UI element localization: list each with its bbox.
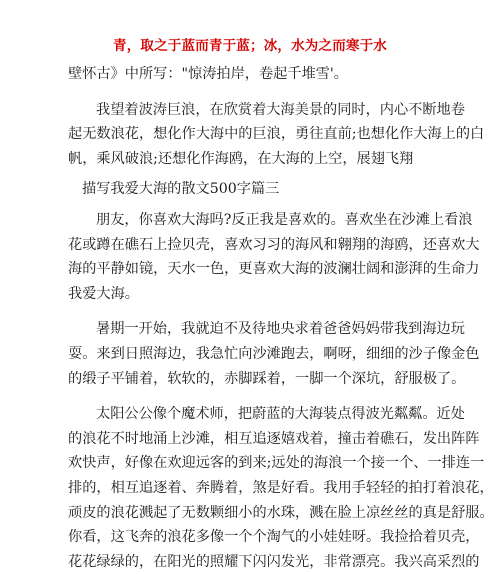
- paragraph: [68, 402, 494, 574]
- text-line: 我爱大海。: [68, 285, 139, 302]
- text-line: 你看，这飞奔的浪花多像一个个淘气的小娃娃呀。我捡拾着贝壳，: [68, 529, 480, 546]
- paragraph: [68, 62, 430, 87]
- text-line: 描写我爱大海的散文500字篇三: [82, 181, 280, 198]
- text-line: 壁怀古》中所写："惊涛拍岸，卷起千堆雪'。: [68, 66, 348, 82]
- text-line: 花花绿绿的，在阳光的照耀下闪闪发光，非常漂亮。我兴高采烈的: [68, 553, 480, 570]
- text-line: 的缎子平铺着，软软的，赤脚踩着，一脚一个深坑，舒服极了。: [68, 370, 466, 387]
- text-line: 排的，相互追逐着、奔腾着，煞是好看。我用手轻轻的拍打着浪花，: [68, 479, 494, 496]
- text-line: 耍。来到日照海边，我急忙向沙滩跑去，啊呀，细细的沙子像金色: [68, 345, 480, 362]
- text-line: 海的平静如镜，天水一色，更喜欢大海的波澜壮阔和澎湃的生命力: [68, 261, 480, 278]
- text-line: 太阳公公像个魔术师，把蔚蓝的大海装点得波光粼粼。近处: [96, 406, 465, 423]
- text-line: 起无数浪花，想化作大海中的巨浪，勇往直前;也想化作大海上的白: [68, 126, 485, 143]
- section-heading: [68, 177, 430, 202]
- text-line: 朋友，你喜欢大海吗?反正我是喜欢的。喜欢坐在沙滩上看浪: [96, 211, 473, 228]
- text-line: 帆，乘风破浪;还想化作海鸥，在大海的上空，展翅飞翔: [68, 150, 414, 167]
- text-line: 的浪花不时地涌上沙滩，相互追逐嬉戏着，撞击着礁石，发出阵阵: [68, 430, 480, 447]
- text-line: 花或蹲在礁石上捡贝壳，喜欢习习的海风和翱翔的海鸥，还喜欢大: [68, 236, 480, 253]
- paragraph: [68, 208, 480, 306]
- text-line: 我望着波涛巨浪，在欣赏着大海美景的同时，内心不断地卷: [96, 101, 465, 118]
- document-body: [68, 62, 494, 574]
- paragraph: [68, 98, 485, 172]
- page-header-title: 青，取之于蓝而青于蓝；冰，水为之而寒于水: [113, 38, 387, 54]
- paragraph: [68, 317, 480, 391]
- text-line: 暑期一开始，我就迫不及待地央求着爸爸妈妈带我到海边玩: [96, 321, 465, 338]
- text-line: 顽皮的浪花溅起了无数颗细小的水珠，溅在脸上凉丝丝的真是舒服。: [68, 504, 494, 521]
- text-line: 欢快声，好像在欢迎远客的到来;远处的海浪一个接一个、一排连一: [68, 455, 485, 472]
